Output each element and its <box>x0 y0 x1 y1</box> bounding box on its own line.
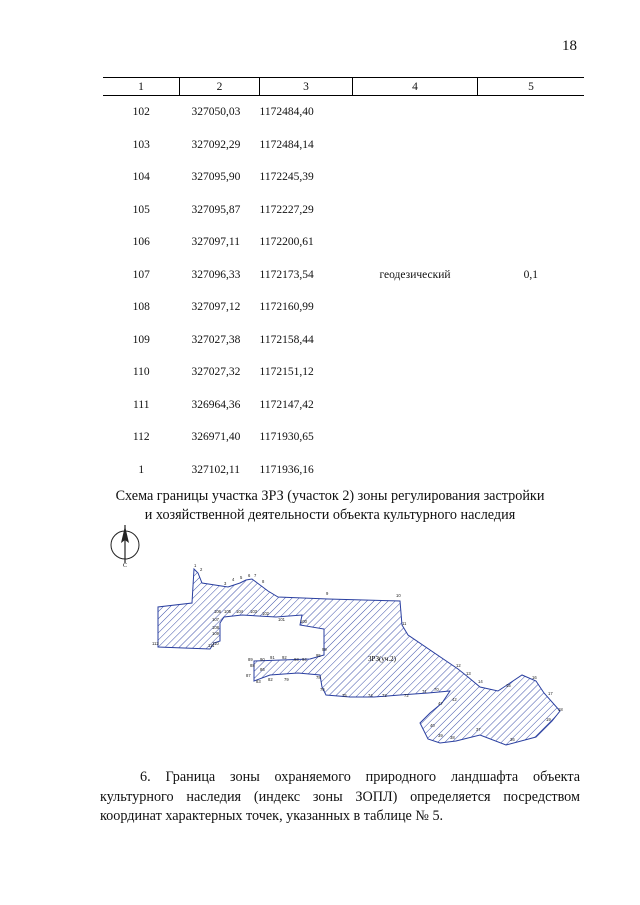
table-row <box>103 291 584 324</box>
map-point-label: 106 <box>214 609 221 614</box>
scheme-title <box>80 487 580 525</box>
zone-area <box>158 569 560 745</box>
table-cell: 327097,11 <box>191 236 240 249</box>
table-cell: 108 <box>132 301 150 314</box>
table-cell <box>353 324 478 357</box>
table-cell: 327027,38 <box>191 333 241 346</box>
table-cell <box>353 96 478 129</box>
table-cell: 1172173,54 <box>259 268 314 281</box>
table-cell: 1 <box>138 463 145 476</box>
table-cell <box>353 389 478 422</box>
map-point-label: 40 <box>430 723 435 728</box>
table-row <box>103 96 584 129</box>
table-cell <box>478 324 585 357</box>
table-row <box>103 129 584 162</box>
table-header-row <box>103 78 584 96</box>
table-row <box>103 389 584 422</box>
table-cell <box>353 356 478 389</box>
table-cell: 104 <box>132 171 150 184</box>
map-point-label: 79 <box>284 677 289 682</box>
table-cell <box>353 226 478 259</box>
table-cell: 1172227,29 <box>259 203 314 216</box>
map-point-label: 103 <box>250 609 257 614</box>
table-cell <box>353 454 478 487</box>
map-point-label: 102 <box>262 611 269 616</box>
map-point-label: 10 <box>396 593 401 598</box>
table-cell <box>478 291 585 324</box>
table-cell <box>478 421 585 454</box>
map-point-label: 93 <box>294 657 299 662</box>
coordinates-table <box>103 77 584 486</box>
map-point-label: 47 <box>438 701 443 706</box>
page-number: 18 <box>562 38 577 54</box>
map-point-label: 100 <box>300 619 307 624</box>
map-point-label: 11 <box>402 621 407 626</box>
compass-letter: С <box>122 563 128 569</box>
table-cell: 327095,87 <box>191 203 241 216</box>
map-point-label: 12 <box>456 663 461 668</box>
map-point-label: 74 <box>368 693 373 698</box>
table-cell: 1172484,14 <box>259 138 314 151</box>
scheme-title-line: и хозяйственной деятельности объекта культурного наследия <box>144 507 516 523</box>
map-point-label: 2 <box>200 567 203 572</box>
table-cell: 1172245,39 <box>259 171 314 184</box>
table-row <box>103 324 584 357</box>
table-cell <box>353 291 478 324</box>
table-body <box>103 96 584 487</box>
table-cell: 327092,29 <box>191 138 241 151</box>
table-cell: 327102,11 <box>191 463 240 476</box>
table-cell: 327027,32 <box>191 366 241 379</box>
map-point-label: 13 <box>466 671 471 676</box>
map-point-label: 19 <box>546 717 551 722</box>
map-point-label: 101 <box>278 617 285 622</box>
map-point-label: 17 <box>548 691 553 696</box>
map-point-label: 107 <box>212 617 219 622</box>
map-point-label: 4 <box>232 577 235 582</box>
map-point-label: 37 <box>476 727 481 732</box>
table-cell: 112 <box>132 431 150 444</box>
table-cell: 326971,40 <box>191 431 241 444</box>
map-point-label: 6 <box>248 573 251 578</box>
table-cell <box>478 356 585 389</box>
column-header: 2 <box>180 78 260 96</box>
table-cell: 107 <box>132 268 150 281</box>
table-cell: 326964,36 <box>191 398 241 411</box>
zone-label: ЗРЗ(уч.2) <box>368 655 396 663</box>
table-row <box>103 194 584 227</box>
table-row <box>103 161 584 194</box>
table-cell: 102 <box>132 106 150 119</box>
map-point-label: 38 <box>450 735 455 740</box>
north-arrow-icon <box>107 523 143 569</box>
map-point-label: 112 <box>152 641 159 646</box>
table-cell: 1172200,61 <box>259 236 314 249</box>
paragraph-line: координат характерных точек, указанных в таблице № 5. <box>100 808 444 824</box>
table-cell: 1172151,12 <box>259 366 314 379</box>
map-point-label: 1 <box>194 563 197 568</box>
table-cell <box>478 96 585 129</box>
map-point-label: 108 <box>212 625 219 630</box>
map-point-label: 71 <box>422 689 427 694</box>
map-point-label: 109 <box>212 631 219 636</box>
map-point-label: 87 <box>246 673 251 678</box>
map-point-label: 5 <box>240 575 243 580</box>
paragraph-line: 6. Граница зоны охраняемого природного ландшафта объекта <box>140 769 580 785</box>
map-point-label: 105 <box>224 609 231 614</box>
map-point-label: 95 <box>316 653 321 658</box>
column-header: 5 <box>478 78 585 96</box>
map-point-label: 110 <box>212 641 219 646</box>
map-point-label: 18 <box>558 707 563 712</box>
map-point-label: 83 <box>256 679 261 684</box>
table-cell: 106 <box>132 236 150 249</box>
table-cell: 105 <box>132 203 150 216</box>
paragraph-zopl <box>100 768 580 827</box>
map-point-label: 94 <box>302 657 307 662</box>
column-header: 4 <box>353 78 478 96</box>
table-row <box>103 259 584 292</box>
table-cell: 1172160,99 <box>259 301 314 314</box>
map-point-label: 90 <box>260 657 265 662</box>
map-point-label: 16 <box>532 675 537 680</box>
map-point-label: 99 <box>322 647 327 652</box>
table-row <box>103 226 584 259</box>
table-cell: 327095,90 <box>191 171 241 184</box>
table-row <box>103 356 584 389</box>
table-cell: 110 <box>132 366 150 379</box>
table-row <box>103 454 584 487</box>
table-cell: 0,1 <box>523 268 538 281</box>
table-cell: 1172147,42 <box>259 398 314 411</box>
map-point-label: 3 <box>224 581 227 586</box>
column-header: 3 <box>260 78 353 96</box>
table-cell: 103 <box>132 138 150 151</box>
map-point-label: 42 <box>452 697 457 702</box>
map-point-label: 8 <box>262 579 265 584</box>
table-cell: 327097,12 <box>191 301 241 314</box>
column-header: 1 <box>103 78 180 96</box>
table-cell: 1171930,65 <box>259 431 314 444</box>
table-cell <box>478 226 585 259</box>
map-point-label: 88 <box>250 663 255 668</box>
map-point-label: 78 <box>316 675 321 680</box>
map-point-label: 36 <box>510 737 515 742</box>
table-cell: 1171936,16 <box>259 463 314 476</box>
table-cell <box>353 421 478 454</box>
map-point-label: 73 <box>382 693 387 698</box>
table-cell <box>478 129 585 162</box>
map-point-label: 86 <box>260 667 265 672</box>
table-cell: 109 <box>132 333 150 346</box>
map-point-label: 7 <box>254 573 257 578</box>
map-point-label: 91 <box>270 655 275 660</box>
map-point-label: 92 <box>282 655 287 660</box>
table-cell <box>478 454 585 487</box>
table-cell <box>478 389 585 422</box>
zone-boundary-map <box>150 563 580 753</box>
map-point-label: 14 <box>478 679 483 684</box>
table-cell: 1172484,40 <box>259 106 314 119</box>
map-point-label: 104 <box>236 609 243 614</box>
table-cell <box>478 161 585 194</box>
table-cell <box>353 161 478 194</box>
table-cell <box>353 129 478 162</box>
map-point-label: 72 <box>404 693 409 698</box>
map-point-label: 70 <box>434 687 439 692</box>
paragraph-line: культурного наследия (индекс зоны ЗОПЛ) определяется посредством <box>100 788 580 805</box>
map-point-label: 82 <box>268 677 273 682</box>
table-cell: 1172158,44 <box>259 333 314 346</box>
table-row <box>103 421 584 454</box>
table-cell: геодезический <box>379 268 451 281</box>
table-cell: 327050,03 <box>191 106 241 119</box>
scheme-title-line: Схема границы участка ЗРЗ (участок 2) зоны регулирования застройки <box>115 488 545 504</box>
table-cell: 327096,33 <box>191 268 241 281</box>
table-cell <box>353 194 478 227</box>
table-cell <box>478 194 585 227</box>
map-point-label: 111 <box>208 643 215 648</box>
map-point-label: 89 <box>248 657 253 662</box>
map-point-label: 75 <box>342 693 347 698</box>
map-point-label: 76 <box>320 687 325 692</box>
map-point-label: 9 <box>326 591 329 596</box>
map-point-label: 15 <box>506 683 511 688</box>
map-point-label: 39 <box>438 733 443 738</box>
table-cell: 111 <box>133 398 150 411</box>
